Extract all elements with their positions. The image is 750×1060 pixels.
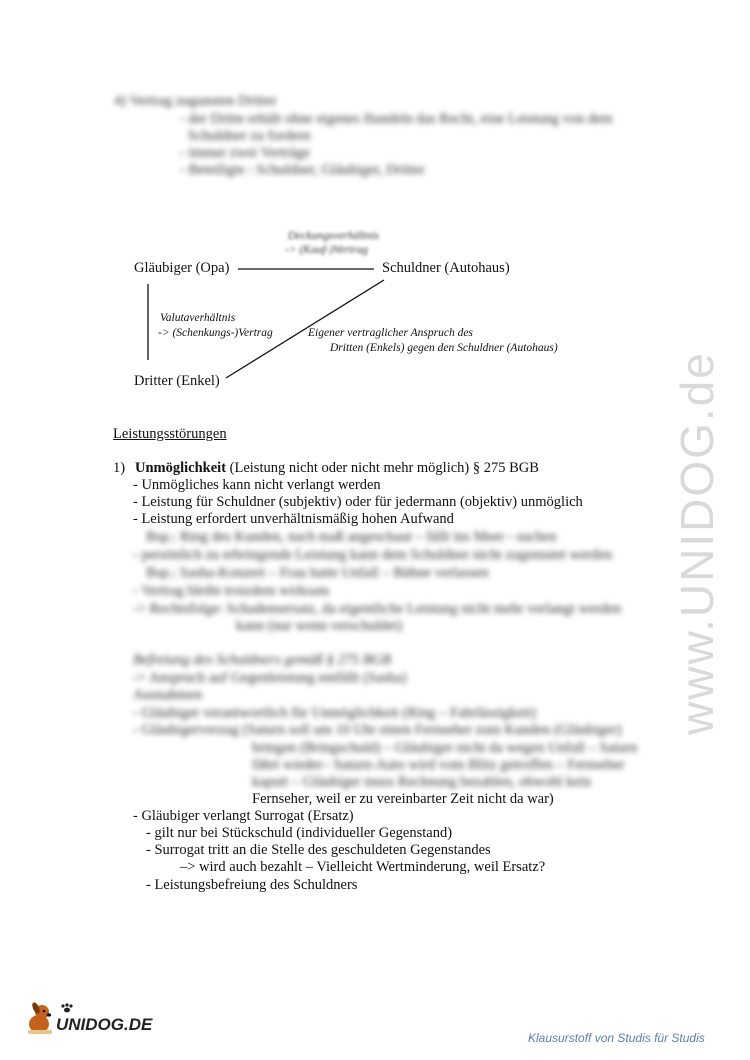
leistungsstoerungen-heading: Leistungsstörungen (113, 426, 227, 442)
befreiung-line-1: -> Anspruch auf Gegenleistung entfällt (Sasha) (133, 670, 407, 686)
blurred-line-6: kann (nur wenn verschuldet) (236, 618, 403, 634)
item1-rest: (Leistung nicht oder nicht mehr möglich) § 275 BGB (226, 460, 539, 476)
blurred-line-3: Bsp.: Sasha-Konzert – Frau hatte Unfall – Bühne verlassen (146, 565, 489, 581)
item1-number: 1) (113, 460, 126, 476)
befreiung-line-2: Ausnahmen (133, 687, 203, 703)
section4-line-2: Schuldner zu fordern (188, 128, 311, 144)
section4-line-4: - Beteiligte : Schuldner, Gläubiger, Dritter (180, 162, 425, 178)
clear-line-3: - Leistung erfordert unverhältnismäßig hohen Aufwand (133, 511, 454, 527)
befreiung-heading: Befreiung des Schuldners gemäß § 275 BGB (133, 652, 391, 668)
unidog-logo (22, 998, 162, 1038)
befreiung-line-5: bringen (Bringschuld) – Gläubiger nicht da wegen Unfall – Saturn (252, 740, 638, 756)
item1-title (135, 459, 539, 477)
befreiung-line-6: fährt wieder– Saturn-Auto wird vom Blitz getroffen – Fernseher (252, 757, 625, 773)
surrogat-line-5: - Leistungsbefreiung des Schuldners (146, 877, 358, 893)
clear-line-2: - Leistung für Schuldner (subjektiv) oder für jedermann (objektiv) unmöglich (133, 494, 583, 510)
surrogat-line-4: –> wird auch bezahlt – Vielleicht Wertminderung, weil Ersatz? (180, 859, 546, 875)
footer-claim: Klausurstoff von Studis für Studis (528, 1031, 705, 1045)
fernseher-line: Fernseher, weil er zu vereinbarter Zeit nicht da war) (252, 791, 554, 807)
glaeubiger-label: Gläubiger (Opa) (134, 260, 230, 276)
befreiung-line-3: - Gläubiger verantwortlich für Unmöglichkeit (Ring – Fahrlässigkeit) (133, 705, 537, 721)
surrogat-line-1: - Gläubiger verlangt Surrogat (Ersatz) (133, 808, 354, 824)
surrogat-line-3: - Surrogat tritt an die Stelle des geschuldeten Gegenstandes (146, 842, 491, 858)
dritter-label: Dritter (Enkel) (134, 373, 220, 389)
befreiung-line-4: - Gläubigerverzug (Saturn soll um 10 Uhr einen Fernseher zum Kunden (Gläubiger) (133, 722, 622, 738)
surrogat-line-2: - gilt nur bei Stückschuld (individueller Gegenstand) (146, 825, 453, 841)
anspruch-note-1: Eigener vertraglicher Anspruch des (308, 327, 473, 339)
blurred-line-1: Bsp.: Ring des Kunden, nach maß angeschaut – fällt ins Meer - suchen (146, 529, 557, 545)
blurred-line-5: -> Rechtsfolge: Schadensersatz, da eigentliche Leistung nicht mehr verlangt werden (133, 601, 622, 617)
deckung-note-2: -> (Kauf-)Vertrag (285, 244, 368, 256)
schuldner-label: Schuldner (Autohaus) (382, 260, 510, 276)
watermark-text: www.UNIDOG.de (671, 351, 723, 735)
blurred-line-2: - persönlich zu erbringende Leistung kann dem Schuldner nicht zugemutet werden (133, 547, 613, 563)
item1-bold: Unmöglichkeit (135, 460, 227, 476)
section4-line-3: - immer zwei Verträge (180, 145, 310, 161)
logo-text: UNIDOG.DE (56, 1015, 153, 1034)
befreiung-line-7: kaputt – Gläubiger muss Rechnung bezahlen, obwohl kein (252, 774, 592, 790)
valuta-note-2: -> (Schenkungs-)Vertrag (158, 327, 273, 339)
dog-icon (28, 1001, 52, 1034)
section4-line-1: - der Dritte erhält ohne eigenes Handeln das Recht, eine Leistung von dem (180, 111, 613, 127)
section4-heading: 4) Vertrag zugunsten Dritter (114, 93, 277, 109)
valuta-note-1: Valutaverhältnis (160, 312, 236, 324)
watermark (655, 280, 745, 740)
paw-icon (61, 1003, 72, 1012)
clear-line-1: - Unmögliches kann nicht verlangt werden (133, 477, 381, 493)
deckung-note-1: Deckungsverhältnis (288, 230, 380, 242)
anspruch-note-2: Dritten (Enkels) gegen den Schuldner (Autohaus) (330, 342, 558, 354)
blurred-line-4: - Vertrag bleibt trotzdem wirksam (133, 583, 330, 599)
